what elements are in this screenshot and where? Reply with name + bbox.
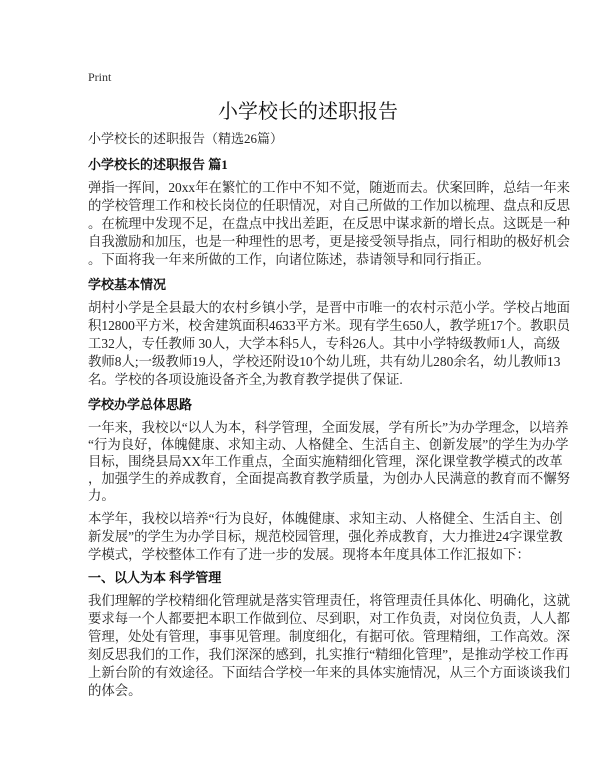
print-link[interactable]: Print — [88, 70, 112, 84]
text-line: 学模式，学校整体工作有了进一步的发展。现将本年度具体工作汇报如下： — [88, 547, 530, 562]
section-heading: 一、以人为本 科学管理 — [88, 570, 222, 585]
paragraph — [88, 179, 570, 269]
text-line: 的学校管理工作和校长岗位的任职情况，对自己所做的工作加以梳理、盘点和反思 — [88, 198, 571, 213]
text-line: 要求每一个人都要把本职工作做到位、尽到职，对工作负责，对岗位负责，人人都 — [88, 611, 571, 626]
text-line: 目标，围绕县局XX年工作重点，全面实施精细化管理，深化课堂教学模式的改革 — [88, 454, 563, 469]
text-line: 力。 — [88, 488, 115, 503]
text-line: 上新台阶的有效途径。下面结合学校一年来的具体实施情况，从三个方面谈谈我们 — [88, 665, 571, 680]
text-line: 我们理解的学校精细化管理就是落实管理责任，将管理责任具体化、明确化，这就 — [88, 593, 571, 608]
text-line: 新发展”的学生为办学目标，规范校园管理，强化养成教育，大力推进24字课堂教 — [88, 529, 563, 544]
text-line: 管理，处处有管理，事事见管理。制度细化，有据可依。管理精细，工作高效。深 — [88, 629, 571, 644]
text-line: 工32人，专任教师 30人，大学本科5人，专科26人。其中小学特级教师1人，高级 — [88, 336, 561, 351]
paragraph — [88, 510, 563, 564]
document-subtitle: 小学校长的述职报告（精选26篇） — [88, 131, 284, 146]
text-line: 弹指一挥间，20xx年在繁忙的工作中不知不觉，随逝而去。伏案回眸，总结一年来 — [88, 180, 571, 195]
section-heading: 学校办学总体思路 — [88, 397, 193, 412]
document-title: 小学校长的述职报告 — [218, 101, 398, 123]
text-line: 一年来，我校以“以人为本，科学管理，全面发展，学有所长”为办学理念，以培养 — [88, 420, 569, 435]
text-line: 的体会。 — [88, 683, 142, 698]
text-line: ，加强学生的养成教育，全面提高教育教学质量，为创办人民满意的教育而不懈努 — [88, 471, 571, 486]
text-line: 名。学校的各项设施设备齐全,为教育教学提供了保证. — [88, 372, 403, 387]
text-line: 刻反思我们的工作，我们深深的感到，扎实推行“精细化管理”，是推动学校工作再 — [88, 647, 569, 662]
paragraph — [88, 419, 570, 504]
text-line: 自我激励和加压，也是一种理性的思考，更是接受领导指点，同行相助的极好机会 — [88, 234, 571, 249]
paragraph — [88, 592, 570, 700]
section-heading: 小学校长的述职报告 篇1 — [88, 157, 228, 172]
text-line: 。在梳理中发现不足，在盘点中找出差距，在反思中谋求新的增长点。这既是一种 — [88, 216, 571, 231]
text-line: “行为良好，体魄健康、求知主动、人格健全、生活自主、创新发展”的学生为办学 — [88, 437, 569, 452]
text-line: 积12800平方米，校舍建筑面积4633平方米。现有学生650人，教学班17个。教职员 — [88, 318, 571, 333]
text-line: 胡村小学是全县最大的农村乡镇小学，是晋中市唯一的农村示范小学。学校占地面 — [88, 300, 571, 315]
text-line: 教师8人;一级教师19人，学校还附设10个幼儿班，共有幼儿280余名，幼儿教师13 — [88, 354, 561, 369]
section-heading: 学校基本情况 — [88, 277, 167, 292]
paragraph — [88, 299, 570, 389]
text-line: 本学年，我校以培养“行为良好，体魄健康、求知主动、人格健全、生活自主、创 — [88, 511, 563, 526]
text-line: 。下面将我一年来所做的工作，向诸位陈述，恭请领导和同行指正。 — [88, 252, 490, 267]
